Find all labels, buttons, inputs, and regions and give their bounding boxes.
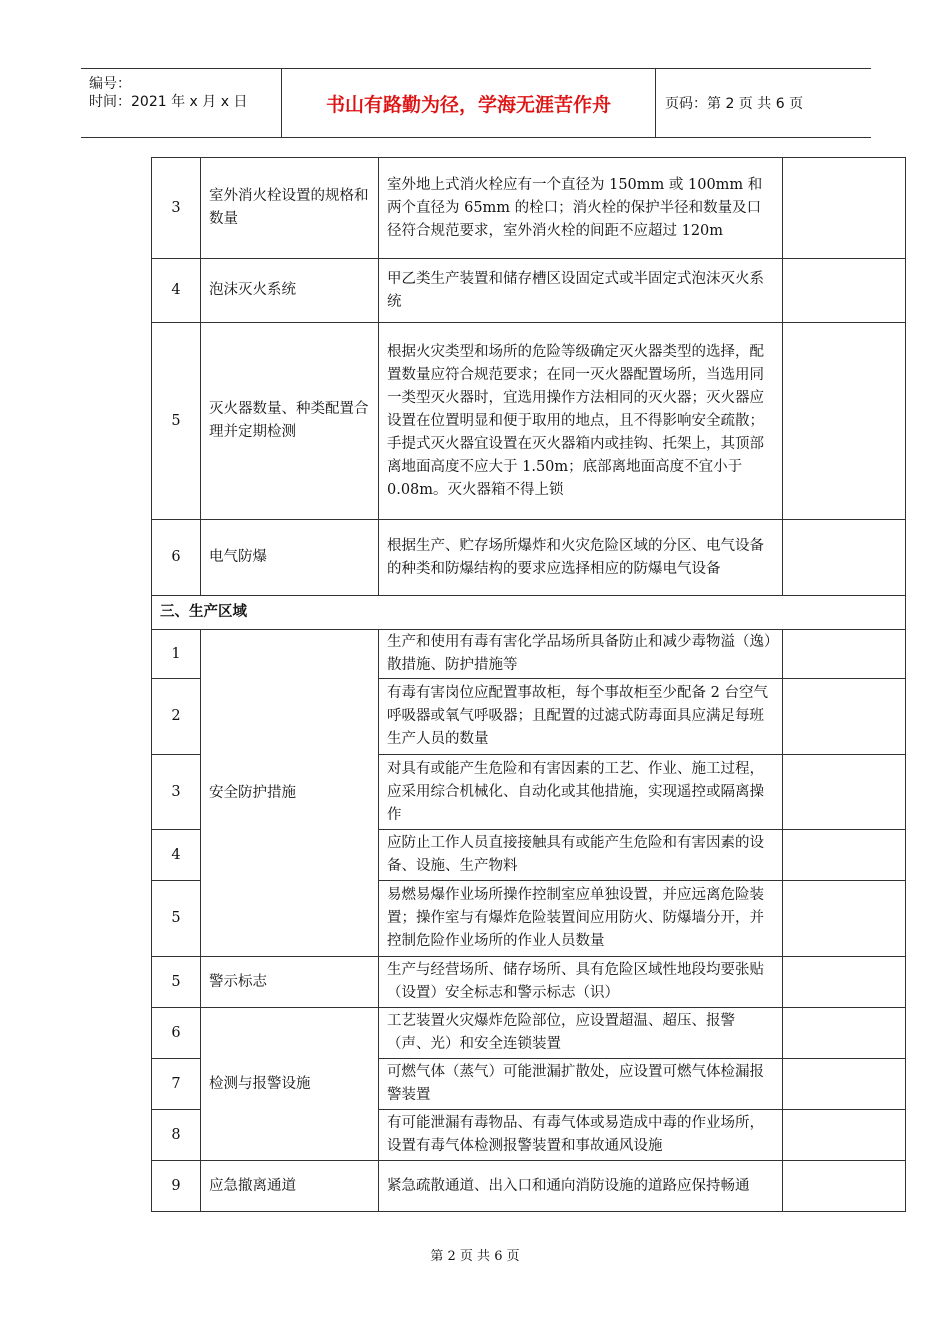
row-number: 4	[152, 259, 201, 323]
table-row	[152, 1161, 906, 1212]
row-number: 6	[152, 1008, 201, 1059]
row-number: 8	[152, 1110, 201, 1161]
row-content: 对具有或能产生危险和有害因素的工艺、作业、施工过程，应采用综合机械化、自动化或其他措施，实现遥控或隔离操作	[379, 755, 783, 830]
row-remark	[783, 1008, 906, 1059]
row-remark	[783, 957, 906, 1008]
time-label: 时间：2021 年 x 月 x 日	[89, 94, 248, 110]
row-content: 根据火灾类型和场所的危险等级确定灭火器类型的选择，配置数量应符合规范要求；在同一灭火器配置场所，当选用同一类型灭火器时，宜选用操作方法相同的灭火器；灭火器应设置在位置明显和便于取用的地点，且不得影响安全疏散；手提式灭火器宜设置在灭火器箱内或挂钩、托架上，其顶部离地面高度不应大于 1.50m；底部离地面高度不宜小于 0.08m。灭火器箱不得上锁	[379, 323, 783, 520]
row-remark	[783, 323, 906, 520]
row-number: 6	[152, 520, 201, 596]
row-item: 应急撤离通道	[201, 1161, 379, 1212]
section-title: 三、生产区域	[152, 596, 906, 630]
row-remark	[783, 520, 906, 596]
row-item: 安全防护措施	[201, 630, 379, 957]
row-content: 甲乙类生产装置和储存槽区设固定式或半固定式泡沫灭火系统	[379, 259, 783, 323]
row-number: 7	[152, 1059, 201, 1110]
row-number: 1	[152, 630, 201, 679]
header-meta	[81, 69, 282, 137]
row-content: 工艺装置火灾爆炸危险部位，应设置超温、超压、报警（声、光）和安全连锁装置	[379, 1008, 783, 1059]
row-item: 泡沫灭火系统	[201, 259, 379, 323]
row-number: 2	[152, 679, 201, 755]
row-remark	[783, 1161, 906, 1212]
row-content: 室外地上式消火栓应有一个直径为 150mm 或 100mm 和两个直径为 65mm 的栓口；消火栓的保护半径和数量及口径符合规范要求，室外消火栓的间距不应超过 120m	[379, 158, 783, 259]
page-footer: 第 2 页 共 6 页	[430, 1249, 520, 1264]
checklist-table	[151, 157, 906, 1212]
table-row	[152, 158, 906, 259]
row-number: 5	[152, 957, 201, 1008]
row-remark	[783, 630, 906, 679]
page-header	[81, 68, 871, 138]
table-row	[152, 323, 906, 520]
table-row	[152, 520, 906, 596]
row-content: 生产和使用有毒有害化学品场所具备防止和减少毒物溢（逸）散措施、防护措施等	[379, 630, 783, 679]
table-row	[152, 259, 906, 323]
row-number: 3	[152, 755, 201, 830]
row-number: 4	[152, 830, 201, 881]
row-content: 应防止工作人员直接接触具有或能产生危险和有害因素的设备、设施、生产物料	[379, 830, 783, 881]
row-content: 生产与经营场所、储存场所、具有危险区域性地段均要张贴（设置）安全标志和警示标志（识）	[379, 957, 783, 1008]
row-number: 9	[152, 1161, 201, 1212]
row-remark	[783, 259, 906, 323]
row-item: 室外消火栓设置的规格和数量	[201, 158, 379, 259]
row-item: 警示标志	[201, 957, 379, 1008]
row-item: 电气防爆	[201, 520, 379, 596]
row-number: 5	[152, 323, 201, 520]
row-content: 有毒有害岗位应配置事故柜，每个事故柜至少配备 2 台空气呼吸器或氧气呼吸器；且配置的过滤式防毒面具应满足每班生产人员的数量	[379, 679, 783, 755]
row-content: 根据生产、贮存场所爆炸和火灾危险区域的分区、电气设备的种类和防爆结构的要求应选择相应的防爆电气设备	[379, 520, 783, 596]
table-row	[152, 630, 906, 679]
row-content: 紧急疏散通道、出入口和通向消防设施的道路应保持畅通	[379, 1161, 783, 1212]
row-item: 检测与报警设施	[201, 1008, 379, 1161]
row-content: 易燃易爆作业场所操作控制室应单独设置，并应远离危险装置；操作室与有爆炸危险装置间应用防火、防爆墙分开，并控制危险作业场所的作业人员数量	[379, 881, 783, 957]
row-item: 灭火器数量、种类配置合理并定期检测	[201, 323, 379, 520]
section-row	[152, 596, 906, 630]
number-label: 编号：	[89, 76, 131, 92]
row-remark	[783, 679, 906, 755]
row-remark	[783, 1059, 906, 1110]
row-content: 有可能泄漏有毒物品、有毒气体或易造成中毒的作业场所，设置有毒气体检测报警装置和事故通风设施	[379, 1110, 783, 1161]
table-row	[152, 957, 906, 1008]
row-number: 3	[152, 158, 201, 259]
row-remark	[783, 830, 906, 881]
row-remark	[783, 881, 906, 957]
row-content: 可燃气体（蒸气）可能泄漏扩散处，应设置可燃气体检漏报警装置	[379, 1059, 783, 1110]
row-remark	[783, 755, 906, 830]
row-number: 5	[152, 881, 201, 957]
header-motto: 书山有路勤为径，学海无涯苦作舟	[282, 69, 656, 137]
table-row	[152, 1008, 906, 1059]
row-remark	[783, 1110, 906, 1161]
row-remark	[783, 158, 906, 259]
header-page-info: 页码：第 2 页 共 6 页	[665, 96, 804, 112]
